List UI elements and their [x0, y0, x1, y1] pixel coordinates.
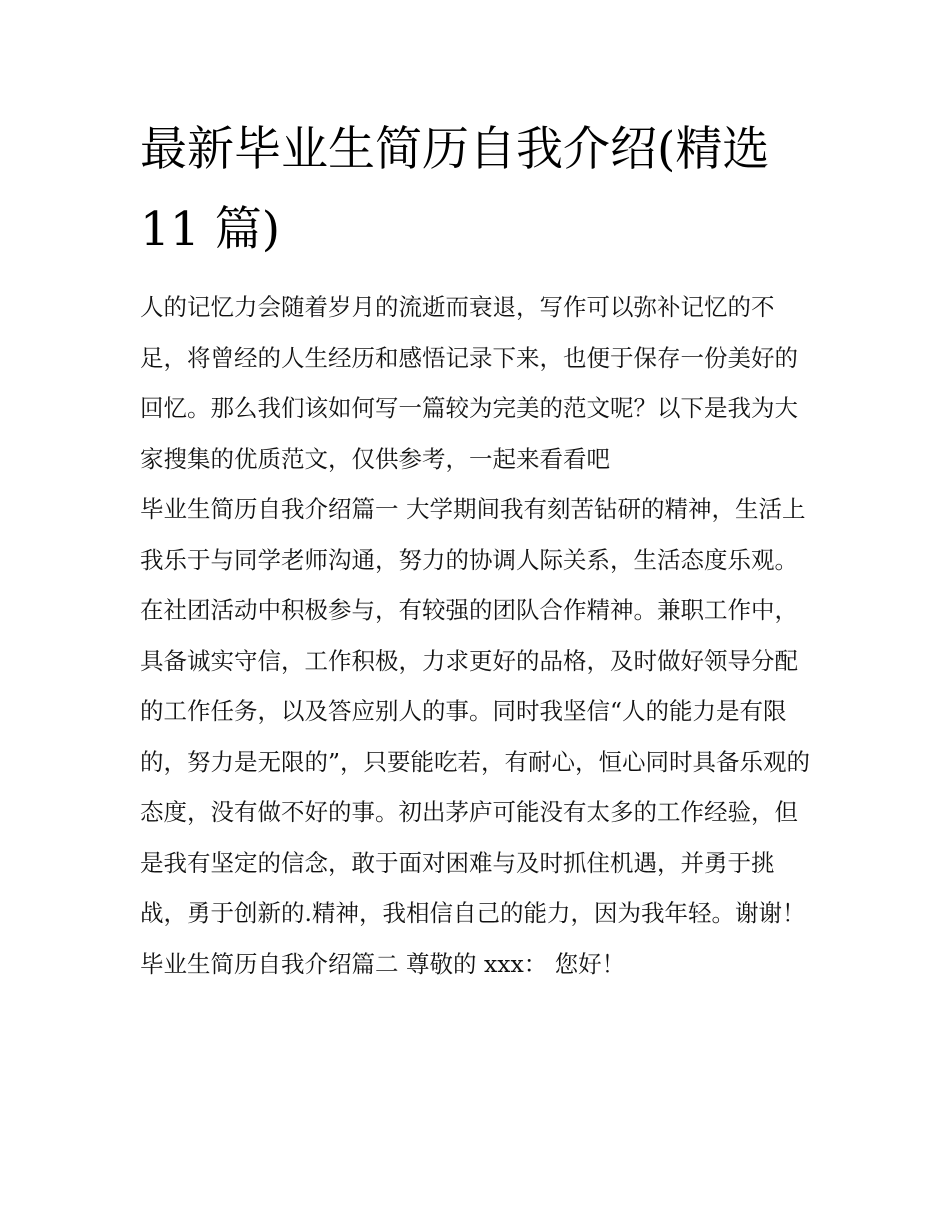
- document-title: 最新毕业生简历自我介绍(精选 11 篇): [140, 122, 770, 257]
- section-one-continued-paragraph: 在社团活动中积极参与，有较强的团队合作精神。兼职工作中，具备诚实守信，工作积极，力求更好的品格，及时做好领导分配的工作任务，以及答应别人的事。同时我坚信“人的能力是有限的，努力是无限的”，只要能吃若，有耐心，恒心同时具备乐观的态度，没有做不好的事。初出茅庐可能没有太多的工作经验，但是我有坚定的信念，敢于面对困难与及时抓住机遇，并勇于挑战，勇于创新的.精神，我相信自己的能力，因为我年轻。谢谢！: [140, 596, 811, 927]
- intro-paragraph: 人的记忆力会随着岁月的流逝而衰退，写作可以弥补记忆的不足，将曾经的人生经历和感悟记录下来，也便于保存一份美好的回忆。那么我们该如何写一篇较为完美的范文呢？以下是我为大家搜集的优质范文，仅供参考，一起来看看吧: [140, 293, 798, 473]
- section-one-paragraph: 毕业生简历自我介绍篇一 大学期间我有刻苦钻研的精神，生活上我乐于与同学老师沟通，努力的协调人际关系，生活态度乐观。: [140, 495, 806, 574]
- section-two-heading-paragraph: 毕业生简历自我介绍篇二 尊敬的 xxx： 您好！: [140, 949, 626, 978]
- document-body: [140, 110, 812, 989]
